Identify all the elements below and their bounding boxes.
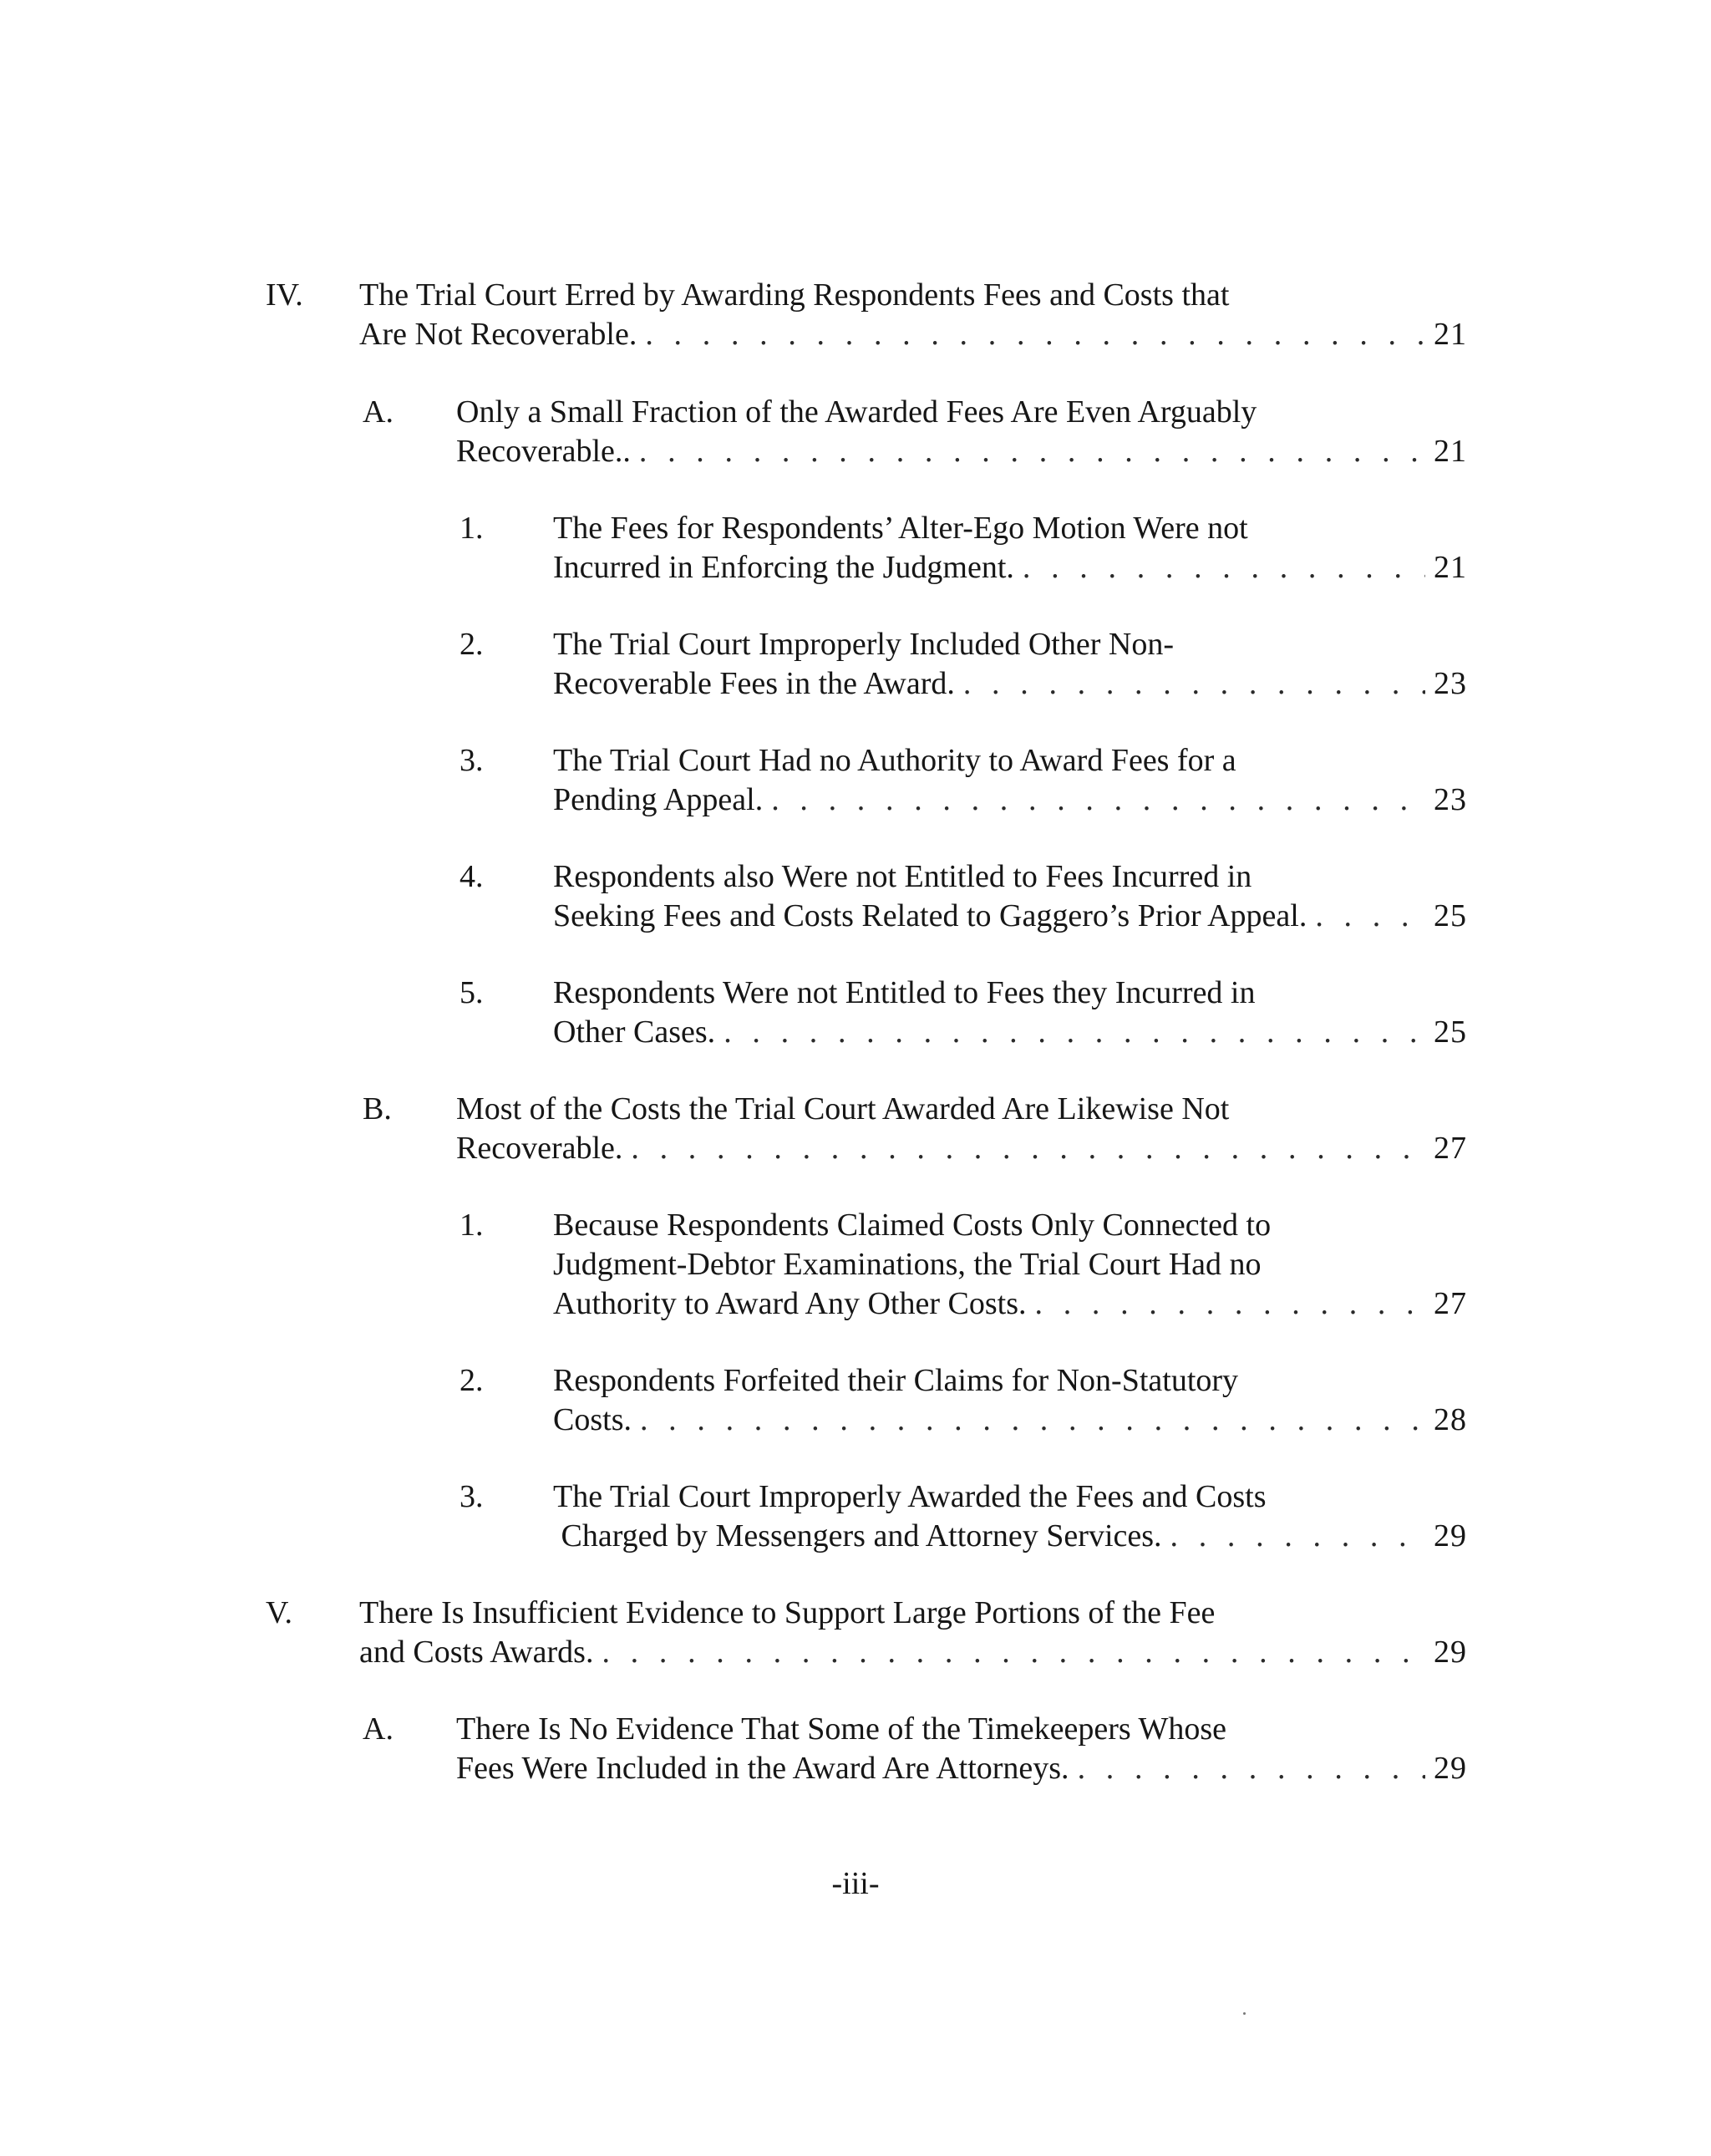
dot-leader	[640, 1401, 1425, 1440]
toc-marker: 5.	[459, 975, 484, 1010]
toc-marker: 4.	[459, 859, 484, 894]
toc-line: Authority to Award Any Other Costs.	[553, 1286, 1027, 1321]
toc-page-number: 23	[1434, 666, 1467, 701]
toc-line: and Costs Awards.	[359, 1635, 594, 1670]
toc-line: The Fees for Respondents’ Alter-Ego Motion Were not	[553, 511, 1248, 546]
toc-page-number: 29	[1434, 1635, 1467, 1670]
dot-leader	[1023, 548, 1425, 587]
dot-leader	[1315, 897, 1425, 936]
toc-line: Incurred in Enforcing the Judgment.	[553, 550, 1014, 585]
toc-entry	[459, 1206, 1467, 1324]
toc-line: Because Respondents Claimed Costs Only Connected to	[553, 1208, 1272, 1243]
toc-entry	[266, 1594, 1467, 1672]
toc-line: Seeking Fees and Costs Related to Gaggero’s Prior Appeal.	[553, 898, 1307, 933]
dot-leader	[631, 1129, 1425, 1168]
toc-line: There Is No Evidence That Some of the Timekeepers Whose	[456, 1711, 1226, 1747]
toc-marker: 3.	[459, 1479, 484, 1514]
toc-marker: 1.	[459, 1208, 484, 1243]
toc-marker: V.	[266, 1595, 293, 1630]
toc-page-number: 23	[1434, 782, 1467, 817]
toc-line: Fees Were Included in the Award Are Attorneys.	[456, 1751, 1069, 1786]
toc-marker: 3.	[459, 743, 484, 778]
toc-line: The Trial Court Erred by Awarding Respondents Fees and Costs that	[359, 277, 1230, 313]
toc-line: Are Not Recoverable.	[359, 317, 637, 352]
toc-page-number: 27	[1434, 1131, 1467, 1166]
toc-line: Other Cases.	[553, 1014, 716, 1050]
dot-leader	[1170, 1517, 1425, 1556]
toc-page-number: 21	[1434, 434, 1467, 469]
toc-marker: A.	[363, 394, 393, 430]
toc-marker: 2.	[459, 627, 484, 662]
toc-entry	[459, 625, 1467, 704]
toc-marker: IV.	[266, 277, 303, 313]
page-number-footer: -iii-	[831, 1866, 880, 1901]
toc-marker: 1.	[459, 511, 484, 546]
toc-marker: A.	[363, 1711, 393, 1747]
toc-entry	[363, 1710, 1467, 1788]
toc-entry	[459, 509, 1467, 587]
dot-leader	[723, 1013, 1425, 1052]
toc-marker: B.	[363, 1091, 392, 1126]
toc-line: Costs.	[553, 1402, 632, 1437]
toc-line: Charged by Messengers and Attorney Services.	[553, 1518, 1162, 1553]
toc-entry	[459, 857, 1467, 936]
toc-entry	[363, 1090, 1467, 1168]
toc-line: There Is Insufficient Evidence to Support Large Portions of the Fee	[359, 1595, 1216, 1630]
toc-line: Judgment-Debtor Examinations, the Trial Court Had no	[553, 1247, 1262, 1282]
toc-page-number: 25	[1434, 1014, 1467, 1050]
toc-line: Pending Appeal.	[553, 782, 764, 817]
toc-page-number: 27	[1434, 1286, 1467, 1321]
toc-marker: 2.	[459, 1363, 484, 1398]
toc-page-number: 21	[1434, 550, 1467, 585]
dot-leader	[963, 664, 1425, 704]
toc-line: Respondents Were not Entitled to Fees they Incurred in	[553, 975, 1256, 1010]
toc-line: The Trial Court Improperly Included Other Non-	[553, 627, 1174, 662]
toc-line: Most of the Costs the Trial Court Awarded Are Likewise Not	[456, 1091, 1230, 1126]
toc-entry	[459, 1361, 1467, 1440]
toc-page-number: 29	[1434, 1751, 1467, 1786]
dot-leader	[1035, 1284, 1426, 1324]
toc-line: Respondents also Were not Entitled to Fees Incurred in	[553, 859, 1252, 894]
toc-entry	[459, 1477, 1467, 1556]
toc-line: Respondents Forfeited their Claims for Non-Statutory	[553, 1363, 1239, 1398]
dot-leader	[645, 315, 1425, 354]
toc-line: Recoverable.	[456, 1131, 623, 1166]
toc-entry	[459, 741, 1467, 820]
toc-entry	[459, 974, 1467, 1052]
toc-page-number: 21	[1434, 317, 1467, 352]
toc-line: Recoverable Fees in the Award.	[553, 666, 955, 701]
toc-line: The Trial Court Improperly Awarded the Fees and Costs	[553, 1479, 1267, 1514]
toc-page-number: 28	[1434, 1402, 1467, 1437]
scan-speck	[1243, 2012, 1246, 2015]
dot-leader	[1078, 1749, 1425, 1788]
dot-leader	[602, 1633, 1425, 1672]
toc-line: The Trial Court Had no Authority to Award Fees for a	[553, 743, 1236, 778]
toc-page-number: 29	[1434, 1518, 1467, 1553]
toc-line: Recoverable..	[456, 434, 631, 469]
toc-page-number: 25	[1434, 898, 1467, 933]
dot-leader	[771, 781, 1425, 820]
toc-line: Only a Small Fraction of the Awarded Fees Are Even Arguably	[456, 394, 1257, 430]
toc-entry	[266, 276, 1467, 354]
toc-entry	[363, 393, 1467, 471]
dot-leader	[639, 432, 1425, 471]
